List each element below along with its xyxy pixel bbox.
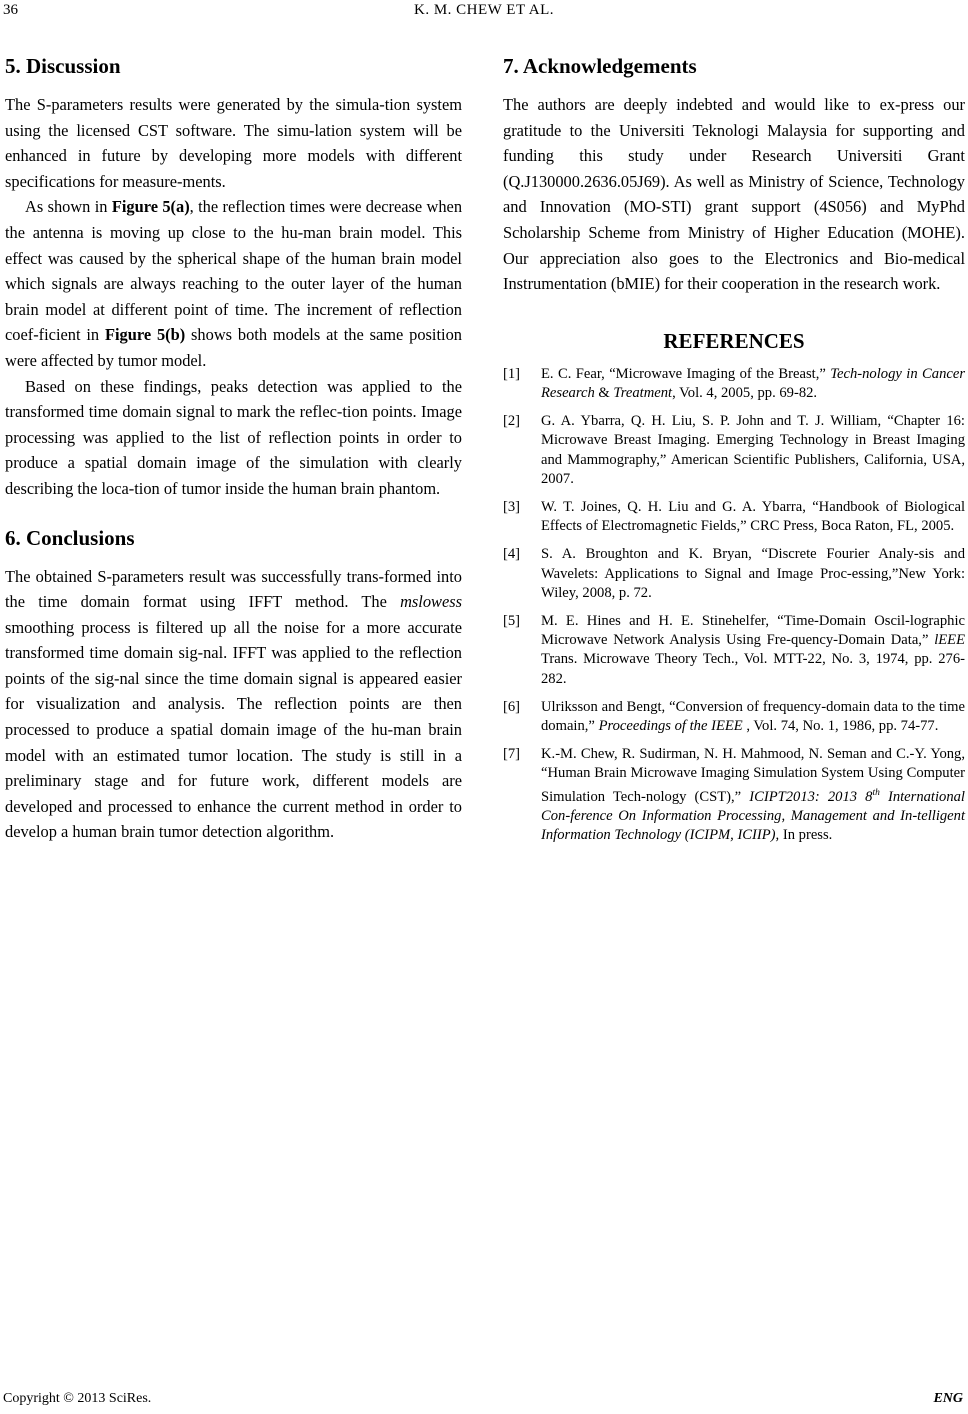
reference-number: [5] — [503, 612, 521, 629]
text-run: The obtained S-parameters result was successfully trans-formed into the time domain format using IFFT method. The — [5, 566, 462, 612]
reference-item — [503, 612, 965, 689]
paragraph — [5, 564, 462, 846]
discussion-body — [5, 92, 462, 502]
paragraph — [503, 92, 965, 297]
text-run: In press. — [779, 826, 833, 843]
text-run: The S-parameters results were generated by the simula-tion system using the licensed CST software. The simu-lation system will be enhanced in future by developing more models with different specifications for measure-ments. — [5, 95, 462, 191]
text-run: Tech-nology in Cancer Research — [541, 365, 966, 401]
paragraph — [5, 374, 462, 502]
reference-item — [503, 745, 965, 845]
text-run: Figure 5(a) — [111, 197, 190, 217]
text-run: Ulriksson and Bengt, “Conversion of frequency-domain data to the time domain,” — [541, 698, 965, 734]
text-run: Treatment — [613, 384, 673, 401]
text-run: & — [594, 384, 614, 401]
reference-number: [7] — [503, 746, 521, 763]
text-run: M. E. Hines and H. E. Stinehelfer, “Time-Domain Oscil-lographic Microwave Network Analysis Using Fre-quency-Domain Data,” — [541, 612, 965, 649]
copyright: Copyright © 2013 SciRes. — [3, 1391, 152, 1406]
reference-text — [541, 698, 965, 736]
text-run: ICIPT2013: 2013 8 — [749, 788, 873, 805]
text-run: K.-M. Chew, R. Sudirman, N. H. Mahmood, N. Seman and C.-Y. Yong, “Human Brain Microwave Imaging Simulation System Using Computer Simulation Tech-nology (CST),” — [541, 746, 965, 805]
reference-item — [503, 698, 965, 736]
text-run: Trans. Microwave Theory Tech., Vol. MTT-22, No. 3, 1974, pp. 276-282. — [541, 651, 965, 687]
conclusions-heading: 6. Conclusions — [5, 525, 135, 550]
text-run: smoothing process is filtered up all the noise for a more accurate transformed time domain sig-nal. IFFT was applied to the reflection points of the sig-nal since the time domain signal is appeared easier for visualization and analysis. The reflection points are then processed to produce a spatial domain image of the hu-man brain model with an estimated tumor location. The study is still in a preliminary stage and for future work, different models are developed and processed to enhance the current method in order to develop a human brain tumor detection algorithm. — [5, 617, 462, 842]
text-run: E. C. Fear, “Microwave Imaging of the Breast,” — [541, 365, 831, 382]
text-run: lEEE — [934, 632, 965, 649]
text-run: , Vol. 4, 2005, pp. 69-82. — [672, 384, 818, 401]
reference-item — [503, 412, 965, 489]
reference-item — [503, 365, 965, 403]
text-run: As shown in — [25, 197, 112, 217]
reference-number: [6] — [503, 698, 521, 715]
journal-abbrev: ENG — [933, 1391, 963, 1406]
text-run: shows both models at the same position were affected by tumor model. — [5, 325, 462, 370]
reference-item — [503, 545, 965, 603]
reference-number: [1] — [503, 365, 521, 382]
reference-text — [541, 545, 965, 603]
text-run: W. T. Joines, Q. H. Liu and G. A. Ybarra, “Handbook of Biological Effects of Electromagnetic Fields,” CRC Press, Boca Raton, FL, 2005. — [541, 498, 965, 535]
text-run: th — [872, 787, 880, 798]
text-run: , Vol. 74, No. 1, 1986, pp. 74-77. — [742, 718, 939, 734]
paragraph — [5, 92, 462, 194]
reference-text — [541, 412, 965, 489]
discussion-heading: 5. Discussion — [5, 54, 121, 78]
acknowledgements-heading: 7. Acknowledgements — [503, 54, 697, 78]
right-column — [503, 52, 965, 854]
reference-item — [503, 498, 965, 536]
text-run: mslowess — [400, 592, 462, 612]
text-run: International Con-ference On Information Processing, Management and In-telligent Information Technology (ICIPM, ICIIP), — [541, 788, 965, 843]
running-title: K. M. CHEW ET AL. — [413, 2, 555, 18]
text-run: The authors are deeply indebted and would like to ex-press our gratitude to the Universiti Teknologi Malaysia for supporting and funding this study under Research Universiti Grant (Q.J130000.2636.05J69). As well as Ministry of Science, Technology and Innovation (MO-STI) grant support (4S056) and MyPhd Scholarship Scheme from Ministry of Higher Education (MOHE). Our appreciation also goes to the Electronics and Bio-medical Instrumentation (bMIE) for their cooperation in the research work. — [503, 95, 965, 294]
reference-number: [2] — [503, 413, 521, 430]
page-number: 36 — [3, 2, 18, 18]
references-heading: REFERENCES — [663, 328, 805, 353]
reference-number: [3] — [503, 498, 521, 515]
acknowledgements-body — [503, 92, 965, 297]
text-run: Figure 5(b) — [104, 325, 186, 345]
reference-list — [503, 365, 965, 845]
text-run: , the reflection times were decrease when the antenna is moving up close to the hu-man brain model. This effect was caused by the spherical shape of the human brain model which signals are always reaching to the outer layer of the human brain model at different point of time. The increment of reflection coef-ficient in — [5, 197, 463, 345]
text-run: Based on these findings, peaks detection was applied to the transformed time domain signal to mark the reflec-tion points. Image processing was applied to the list of reflection points in order to produce a spatial domain image of the simulation with clearly describing the loca-tion of tumor inside the human brain phantom. — [5, 376, 462, 498]
reference-text — [541, 365, 965, 403]
reference-text — [541, 612, 965, 689]
left-column — [5, 52, 462, 845]
text-run: S. A. Broughton and K. Bryan, “Discrete Fourier Analy-sis and Wavelets: Applications to Signal and Image Proc-essing,”New York: Wiley, 2008, p. 72. — [541, 546, 965, 601]
reference-number: [4] — [503, 546, 521, 563]
conclusions-body — [5, 564, 462, 846]
paragraph — [5, 194, 462, 373]
reference-text — [541, 498, 965, 536]
reference-text — [541, 745, 965, 845]
text-run: Proceedings of the IEEE — [598, 718, 743, 734]
text-run: G. A. Ybarra, Q. H. Liu, S. P. John and T. J. William, “Chapter 16: Microwave Breast Imaging. Emerging Technology in Breast Imaging and Mammography,” American Scientific Publishers, California, USA, 2007. — [541, 413, 965, 487]
